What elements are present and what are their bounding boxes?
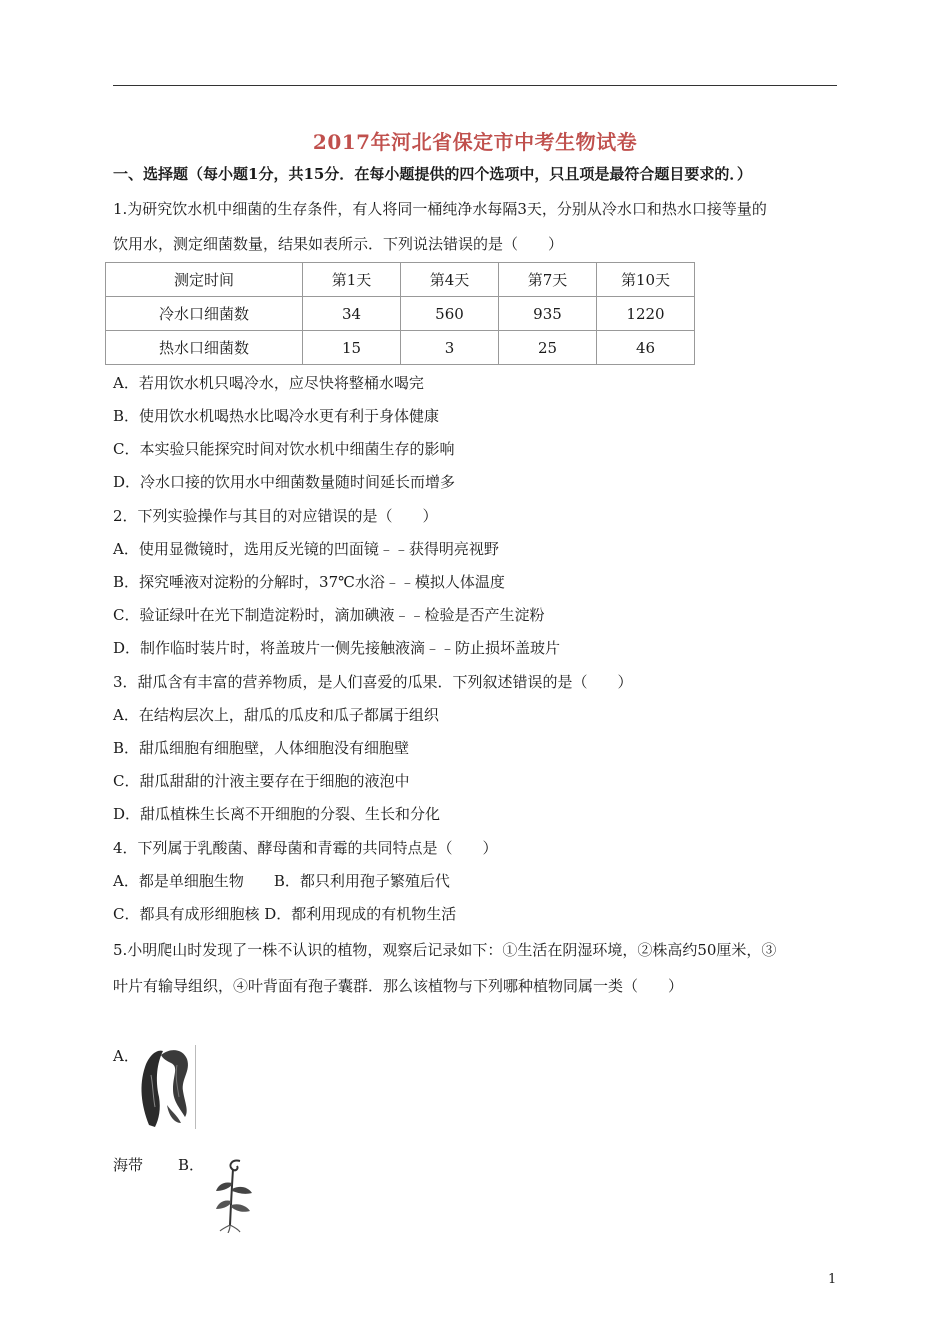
q5-stem-line2: 叶片有输导组织，④叶背面有孢子囊群．那么该植物与下列哪种植物同属一类（ ）: [113, 977, 684, 995]
table-header-row: [106, 263, 695, 297]
table-header-cell: 第7天: [499, 263, 597, 297]
q5-stem-line1: 5.小明爬山时发现了一株不认识的植物，观察后记录如下：①生活在阴湿环境，②株高约50厘米，③: [113, 941, 777, 959]
q2-stem: 2．下列实验操作与其目的对应错误的是（ ）: [113, 507, 438, 525]
table-cell: 46: [597, 331, 695, 365]
q1-option-a: A．若用饮水机只喝冷水，应尽快将整桶水喝完: [113, 374, 424, 392]
table-cell: 15: [303, 331, 401, 365]
q1-stem-line2: 饮用水，测定细菌数量，结果如表所示．下列说法错误的是（ ）: [113, 235, 564, 253]
q4-options-row1: A．都是单细胞生物 B．都只利用孢子繁殖后代: [113, 872, 450, 890]
table-header-cell: 第4天: [401, 263, 499, 297]
page-title: 2017年河北省保定市中考生物试卷: [312, 130, 638, 154]
fern-image: [212, 1155, 254, 1233]
q5-option-a-name: 海带: [113, 1156, 144, 1174]
q1-option-b: B．使用饮水机喝热水比喝冷水更有利于身体健康: [113, 407, 440, 425]
fern-illustration: [212, 1155, 254, 1233]
table-cell: 3: [401, 331, 499, 365]
kelp-image: [137, 1045, 196, 1129]
table-cell: 冷水口细菌数: [106, 297, 303, 331]
table-cell: 热水口细菌数: [106, 331, 303, 365]
table-header-cell: 第1天: [303, 263, 401, 297]
q1-option-d: D．冷水口接的饮用水中细菌数量随时间延长而增多: [113, 473, 456, 491]
page-number: 1: [828, 1272, 837, 1287]
table-cell: 25: [499, 331, 597, 365]
table-cell: 935: [499, 297, 597, 331]
q2-option-b: B．探究唾液对淀粉的分解时，37℃水浴﹣﹣模拟人体温度: [113, 573, 505, 591]
q3-option-b: B．甜瓜细胞有细胞壁，人体细胞没有细胞壁: [113, 739, 410, 757]
table-row: [106, 331, 695, 365]
q2-option-a: A．使用显微镜时，选用反光镜的凹面镜﹣﹣获得明亮视野: [113, 540, 499, 558]
q3-stem: 3．甜瓜含有丰富的营养物质，是人们喜爱的瓜果．下列叙述错误的是（ ）: [113, 673, 633, 691]
q5-option-b-label: B．: [178, 1156, 205, 1174]
q5-option-a-label: A．: [113, 1047, 139, 1065]
q3-option-c: C．甜瓜甜甜的汁液主要存在于细胞的液泡中: [113, 772, 410, 790]
table-row: [106, 297, 695, 331]
q3-option-a: A．在结构层次上，甜瓜的瓜皮和瓜子都属于组织: [113, 706, 439, 724]
table-cell: 560: [401, 297, 499, 331]
q3-option-d: D．甜瓜植株生长离不开细胞的分裂、生长和分化: [113, 805, 441, 823]
q2-option-d: D．制作临时装片时，将盖玻片一侧先接触液滴﹣﹣防止损坏盖玻片: [113, 639, 561, 657]
table-cell: 1220: [597, 297, 695, 331]
table-cell: 34: [303, 297, 401, 331]
q2-option-c: C．验证绿叶在光下制造淀粉时，滴加碘液﹣﹣检验是否产生淀粉: [113, 606, 545, 624]
q1-option-c: C．本实验只能探究时间对饮水机中细菌生存的影响: [113, 440, 455, 458]
table-header-cell: 测定时间: [106, 263, 303, 297]
q4-options-row2: C．都具有成形细胞核 D．都利用现成的有机物生活: [113, 905, 457, 923]
table-header-cell: 第10天: [597, 263, 695, 297]
q1-stem-line1: 1.为研究饮水机中细菌的生存条件，有人将同一桶纯净水每隔3天，分别从冷水口和热水口接等量的: [113, 200, 767, 218]
section-heading: 一、选择题（每小题1分，共15分．在每小题提供的四个选项中，只且项是最符合题目要求的．）: [113, 165, 752, 183]
header-rule: [113, 85, 837, 86]
q4-stem: 4．下列属于乳酸菌、酵母菌和青霉的共同特点是（ ）: [113, 839, 498, 857]
q1-data-table: [105, 262, 695, 365]
kelp-illustration: [137, 1045, 195, 1129]
